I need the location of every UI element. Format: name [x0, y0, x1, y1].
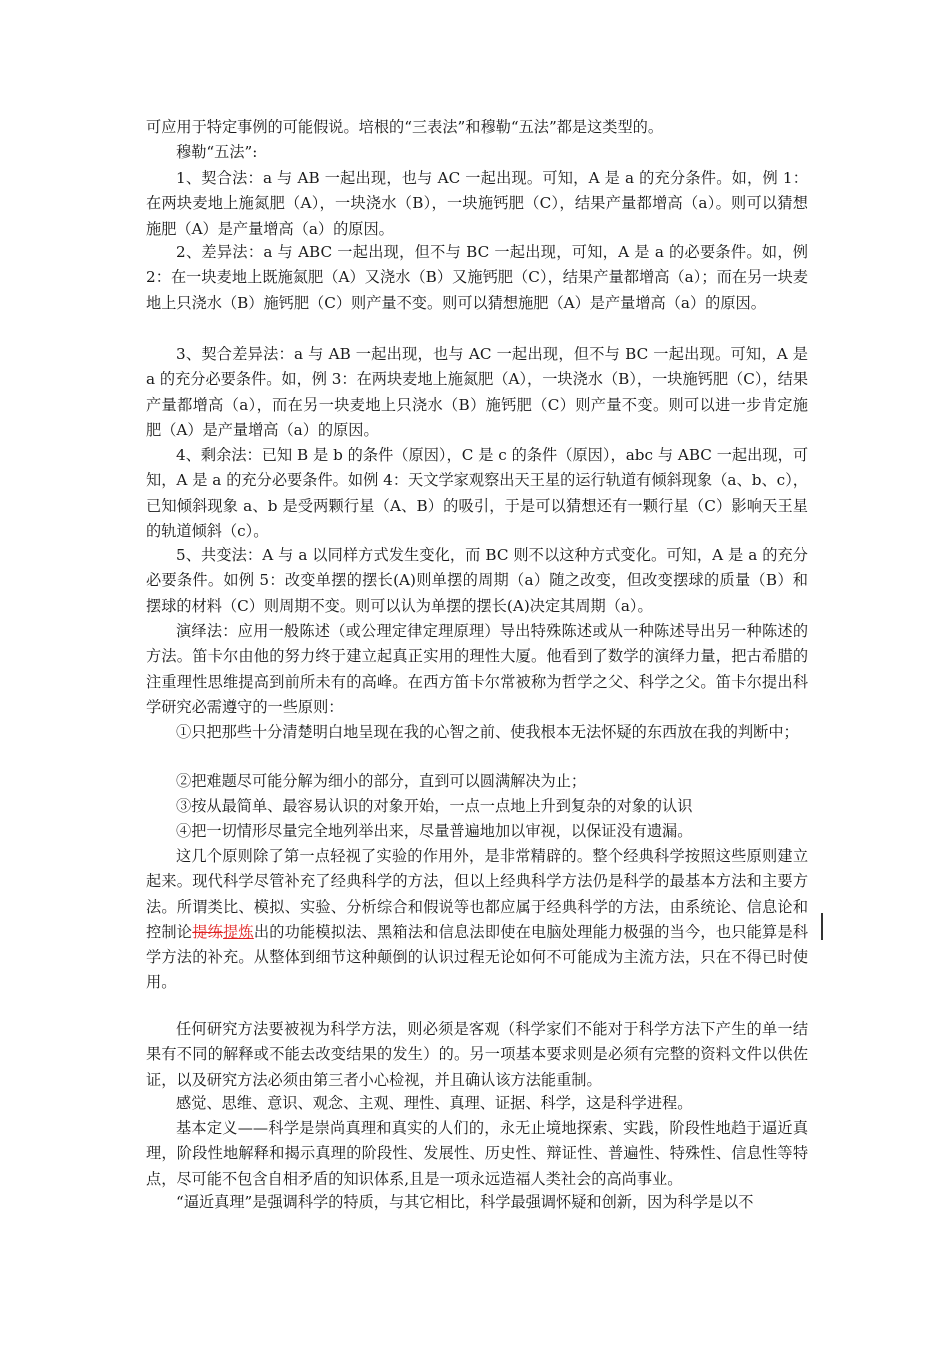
paragraph-concomitant-variations: 5、共变法：A 与 a 以同样方式发生变化，而 BC 则不以这种方式变化。可知，A 是 a 的充分必要条件。如例 5：改变单摆的摆长(A)则单摆的周期（a）随之改变，但改变摆球的质量（B）和摆球的材料（C）则周期不变。则可以认为单摆的摆长(A)决定其周期（a）。: [146, 546, 808, 615]
tracked-insertion: 提炼: [223, 922, 254, 941]
list-item-principle-2: ②把难题尽可能分解为细小的部分，直到可以圆满解决为止；: [176, 772, 587, 790]
paragraph-scientific-requirements: 任何研究方法要被视为科学方法，则必须是客观（科学家们不能对于科学方法下产生的单一结果有不同的解释或不能去改变结果的发生）的。另一项基本要求则是必须有完整的资料文件以供佐证，以及研究方法必须由第三者小心检视，并且确认该方法能重制。: [146, 1020, 808, 1089]
paragraph-mill-five-methods-heading: 穆勒“五法”:: [176, 143, 258, 161]
paragraph-text-part-2: 出的功能模拟法、黑箱法和信息法即使在电脑处理能力极强的当今，也只能算是科学方法的补充。从整体到细节这种颠倒的认识过程无论如何不可能成为主流方法，只在不得已时使用。: [146, 922, 809, 992]
paragraph-method-of-difference: 2、差异法：a 与 ABC 一起出现，但不与 BC 一起出现，可知，A 是 a 的必要条件。如，例 2：在一块麦地上既施氮肥（A）又浇水（B）又施钙肥（C），结果产量都增高（a）；而在另一块麦地上只浇水（B）施钙肥（C）则产量不变。则可以猜想施肥（A）是产量增高（a）的原因。: [146, 243, 808, 312]
list-item-principle-4: ④把一切情形尽量完全地列举出来，尽量普遍地加以审视，以保证没有遗漏。: [176, 822, 693, 840]
list-item-principle-3: ③按从最简单、最容易认识的对象开始，一点一点地上升到复杂的对象的认识: [176, 797, 693, 815]
paragraph-classical-methods: [146, 844, 808, 996]
tracked-deletion: 提练: [192, 922, 224, 941]
paragraph-approaching-truth: “逼近真理”是强调科学的特质，与其它相比，科学最强调怀疑和创新，因为科学是以不: [176, 1193, 754, 1211]
paragraph-method-of-agreement: 1、契合法：a 与 AB 一起出现，也与 AC 一起出现。可知，A 是 a 的充分条件。如，例 1：在两块麦地上施氮肥（A），一块浇水（B），一块施钙肥（C），结果产量都增高（a）。则可以猜想施肥（A）是产量增高（a）的原因。: [146, 169, 808, 238]
paragraph-basic-definition: 基本定义——科学是崇尚真理和真实的人们的，永无止境地探索、实践，阶段性地趋于逼近真理，阶段性地解释和揭示真理的阶段性、发展性、历史性、辩证性、普遍性、特殊性、信息性等特点，尽可能不包含自相矛盾的知识体系,且是一项永远造福人类社会的高尚事业。: [146, 1119, 808, 1188]
list-item-principle-1: ①只把那些十分清楚明白地呈现在我的心智之前、使我根本无法怀疑的东西放在我的判断中；: [176, 723, 799, 741]
paragraph-science-progression: 感觉、思维、意识、观念、主观、理性、真理、证据、科学，这是科学进程。: [176, 1094, 693, 1112]
paragraph-continuation: 可应用于特定事例的可能假说。培根的“三表法”和穆勒“五法”都是这类型的。: [146, 118, 664, 136]
paragraph-method-of-residues: 4、剩余法：已知 B 是 b 的条件（原因），C 是 c 的条件（原因），abc 与 ABC 一起出现，可知，A 是 a 的充分必要条件。如例 4：天文学家观察出天王星的运行轨道有倾斜现象（a、b、c），已知倾斜现象 a、b 是受两颗行星（A、B）的吸引，于是可以猜想还有一颗行星（C）影响天王星的轨道倾斜（c）。: [146, 446, 808, 540]
paragraph-joint-method: 3、契合差异法：a 与 AB 一起出现，也与 AC 一起出现，但不与 BC 一起出现。可知，A 是 a 的充分必要条件。如，例 3：在两块麦地上施氮肥（A），一块浇水（B），一块施钙肥（C），结果产量都增高（a），而在另一块麦地上只浇水（B）施钙肥（C）则产量不变。则可以进一步肯定施肥（A）是产量增高（a）的原因。: [146, 345, 809, 439]
paragraph-text-part-1: 这几个原则除了第一点轻视了实验的作用外，是非常精辟的。整个经典科学按照这些原则建立起来。现代科学尽管补充了经典科学的方法，但以上经典科学方法仍是科学的最基本方法和主要方法。所谓类比、模拟、实验、分析综合和假说等也都应属于经典科学的方法，由系统论、信息论和控制论: [146, 847, 808, 941]
revision-change-bar: [821, 913, 823, 940]
paragraph-deduction: 演绎法：应用一般陈述（或公理定律定理原理）导出特殊陈述或从一种陈述导出另一种陈述的方法。笛卡尔由他的努力终于建立起真正实用的理性大厦。他看到了数学的演绎力量，把古希腊的注重理性思维提高到前所未有的高峰。在西方笛卡尔常被称为哲学之父、科学之父。笛卡尔提出科学研究必需遵守的一些原则：: [146, 622, 808, 716]
